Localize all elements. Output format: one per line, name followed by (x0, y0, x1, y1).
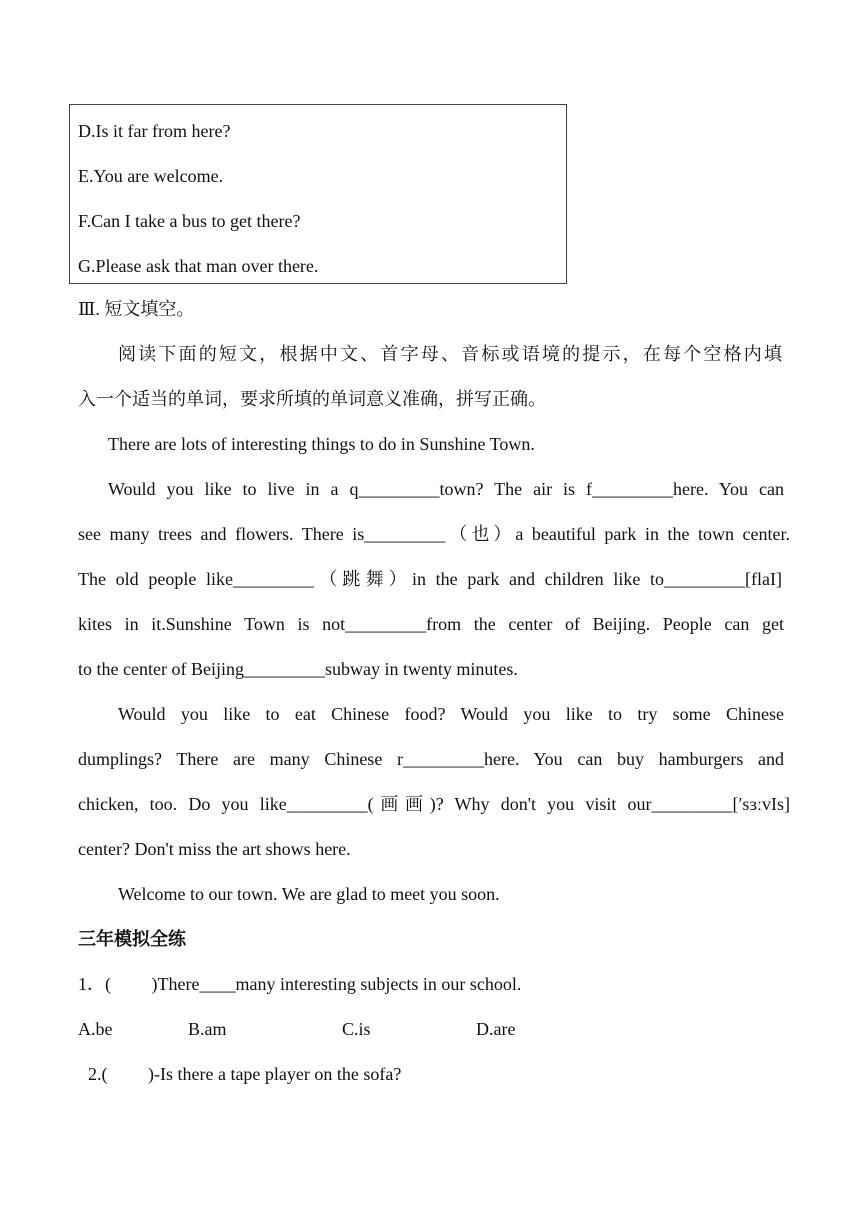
question-1-option-d: D.are (476, 1019, 516, 1039)
question-2-stem: 2.( )-Is there a tape player on the sofa? (88, 1064, 402, 1084)
passage-line: There are lots of interesting things to do in Sunshine Town. (108, 434, 535, 454)
passage-line: see many trees and flowers. There is_________（也）a beautiful park in the town center. (78, 524, 790, 544)
option-g: G.Please ask that man over there. (78, 256, 319, 276)
passage-line: kites in it.Sunshine Town is not_________from the center of Beijing. People can get (78, 614, 784, 634)
section-heading: Ⅲ. 短文填空。 (78, 299, 195, 319)
passage-line: to the center of Beijing_________subway in twenty minutes. (78, 659, 518, 679)
question-1-option-a: A.be (78, 1019, 113, 1039)
passage-line: dumplings? There are many Chinese r_________here. You can buy hamburgers and (78, 749, 784, 769)
instruction-line-2: 入一个适当的单词，要求所填的单词意义准确，拼写正确。 (78, 389, 546, 409)
question-1-option-c: C.is (342, 1019, 371, 1039)
passage-line: Welcome to our town. We are glad to meet you soon. (118, 884, 500, 904)
instruction-line-1: 阅读下面的短文，根据中文、首字母、音标或语境的提示，在每个空格内填 (118, 344, 782, 364)
option-d: D.Is it far from here? (78, 121, 231, 141)
option-f: F.Can I take a bus to get there? (78, 211, 301, 231)
passage-line: center? Don't miss the art shows here. (78, 839, 351, 859)
question-1-option-b: B.am (188, 1019, 227, 1039)
passage-line: The old people like_________（跳舞）in the park and children like to_________[flaI] (78, 569, 782, 589)
passage-line: Would you like to eat Chinese food? Would you like to try some Chinese (118, 704, 784, 724)
question-1-stem: 1．( )There____many interesting subjects in our school. (78, 974, 522, 994)
answer-options-box (69, 104, 567, 284)
passage-line: chicken, too. Do you like_________(画画)? Why don't you visit our_________[′sɜːvIs] (78, 794, 790, 814)
practice-heading: 三年模拟全练 (78, 929, 186, 949)
passage-line: Would you like to live in a q_________town? The air is f_________here. You can (108, 479, 784, 499)
option-e: E.You are welcome. (78, 166, 224, 186)
